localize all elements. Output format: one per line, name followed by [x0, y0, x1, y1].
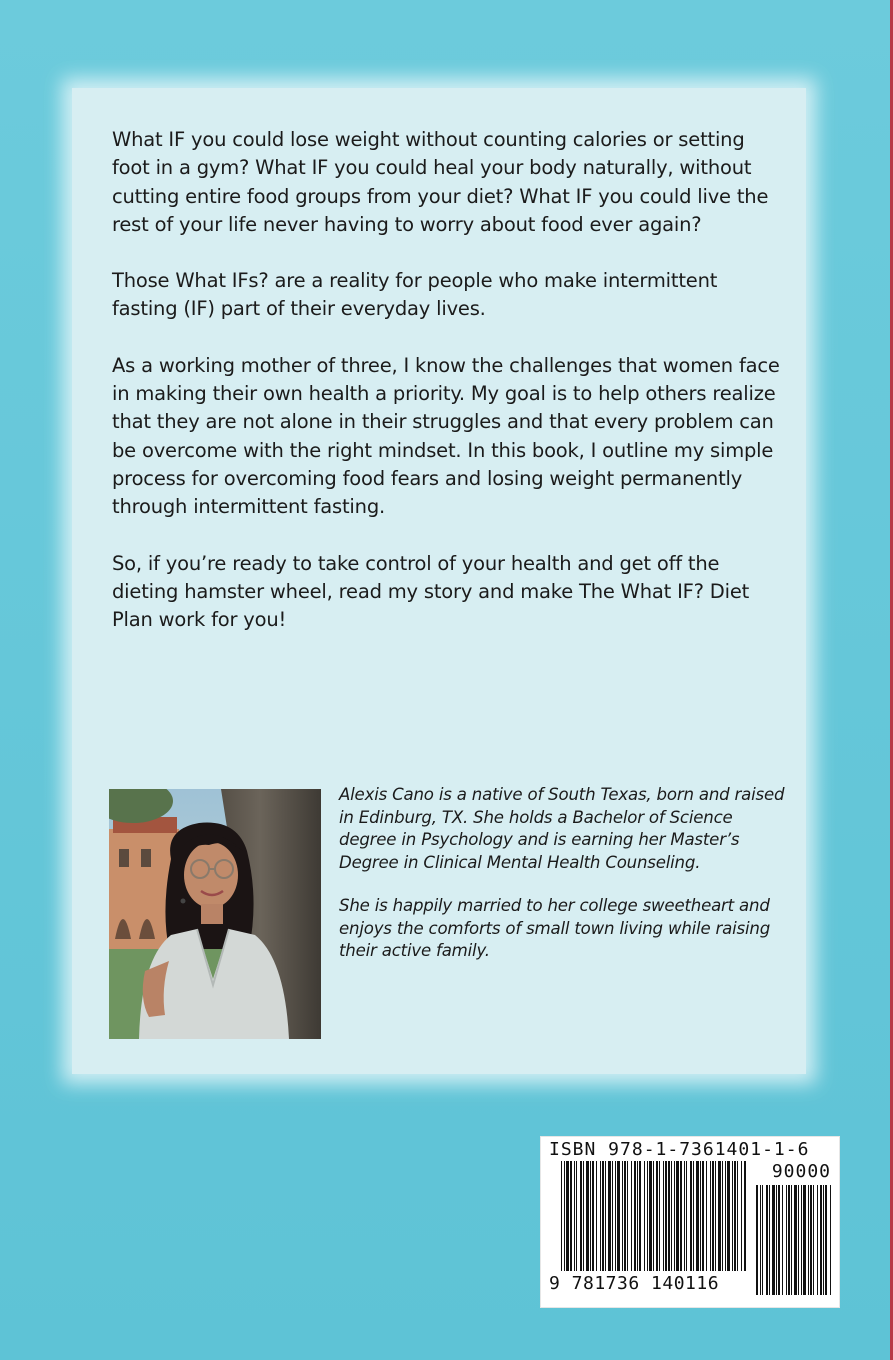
barcode-bar — [617, 1161, 620, 1271]
addon-barcode-bar — [813, 1185, 814, 1295]
blurb-paragraph-4: So, if you’re ready to take control of your health and get off the dieting hamster wheel, read my story and make The What IF? Diet Plan work for you! — [112, 551, 750, 632]
barcode-bar — [586, 1161, 589, 1271]
barcode-bar — [590, 1161, 591, 1271]
barcode-bar — [649, 1161, 652, 1271]
barcode-bar — [725, 1161, 726, 1271]
author-portrait-image — [109, 789, 321, 1039]
blurb-paragraph-3: As a working mother of three, I know the challenges that women face in making their own health a priority. My goal is to help others realize that they are not alone in their struggles and that every problem can be overcome with the right mindset. In this book, I outline my simple process for overcoming food fears and losing weight permanently through intermittent fasting. — [112, 353, 780, 519]
barcode-bar — [727, 1161, 730, 1271]
price-code: 90000 — [771, 1161, 831, 1182]
isbn-barcode — [540, 1136, 840, 1308]
barcode-bar — [608, 1161, 611, 1271]
isbn-label: ISBN 978-1-7361401-1-6 — [549, 1139, 810, 1160]
barcode-bar — [696, 1161, 699, 1271]
barcode-bar — [576, 1161, 577, 1271]
barcode-bar — [734, 1161, 736, 1271]
barcode-bar — [737, 1161, 738, 1271]
blurb-paragraph-2: Those What IFs? are a reality for people who make intermittent fasting (IF) part of their everyday lives. — [112, 269, 718, 321]
addon-barcode-bar — [776, 1185, 777, 1295]
barcode-bar — [712, 1161, 714, 1271]
barcode-bar — [686, 1161, 687, 1271]
barcode-bar — [574, 1161, 575, 1271]
barcode-bar — [741, 1161, 742, 1271]
blurb-paragraph-1: What IF you could lose weight without counting calories or setting foot in a gym? What IF you could heal your body naturally, without cutting entire food groups from your diet? What IF you could live the rest of your life never having to worry about food ever again? — [112, 128, 769, 236]
author-bio — [339, 784, 789, 984]
addon-barcode-bar — [794, 1185, 797, 1295]
addon-barcode-bar — [782, 1185, 783, 1295]
barcode-bar — [700, 1161, 701, 1271]
book-blurb — [112, 126, 780, 662]
barcode-bar — [722, 1161, 723, 1271]
barcode-bar — [671, 1161, 672, 1271]
addon-barcode-bar — [803, 1185, 806, 1295]
addon-barcode-bar — [762, 1185, 763, 1295]
bio-paragraph-2: She is happily married to her college sweetheart and enjoys the comforts of small town living while raising their active family. — [339, 896, 771, 960]
addon-barcode-bar — [778, 1185, 780, 1295]
barcode-bar — [718, 1161, 721, 1271]
barcode-bar — [732, 1161, 733, 1271]
barcode-bar — [570, 1161, 572, 1271]
barcode-bar — [615, 1161, 616, 1271]
addon-barcode-bar — [756, 1185, 758, 1295]
addon-barcode-bar — [786, 1185, 787, 1295]
barcode-bar — [706, 1161, 707, 1271]
barcode-bar — [702, 1161, 704, 1271]
barcode-bar — [693, 1161, 694, 1271]
addon-barcode-bar — [808, 1185, 809, 1295]
author-photo — [109, 789, 321, 1039]
barcode-bar — [644, 1161, 645, 1271]
barcode-bar — [715, 1161, 716, 1271]
addon-barcode-bar — [769, 1185, 770, 1295]
barcode-bar — [637, 1161, 638, 1271]
barcode-bar — [627, 1161, 628, 1271]
barcode-bar — [647, 1161, 648, 1271]
barcode-bar — [639, 1161, 641, 1271]
barcode-bar — [605, 1161, 606, 1271]
barcode-bar — [566, 1161, 569, 1271]
barcode-bar — [631, 1161, 632, 1271]
addon-barcode-bar — [810, 1185, 812, 1295]
addon-barcode-bar — [766, 1185, 768, 1295]
barcode-bar — [602, 1161, 604, 1271]
barcode-bar — [690, 1161, 692, 1271]
addon-barcode-bar — [772, 1185, 775, 1295]
bio-paragraph-1: Alexis Cano is a native of South Texas, born and raised in Edinburg, TX. She holds a Bachelor of Science degree in Psychology and is earning her Master’s Degree in Clinical Mental Health Counseling. — [339, 785, 785, 872]
barcode-bar — [564, 1161, 565, 1271]
addon-barcode-bar — [791, 1185, 792, 1295]
addon-barcode-bar — [760, 1185, 761, 1295]
addon-barcode-bar — [788, 1185, 790, 1295]
addon-barcode-bar — [798, 1185, 799, 1295]
barcode-bar — [612, 1161, 613, 1271]
barcode-bar — [656, 1161, 658, 1271]
addon-barcode-bar — [823, 1185, 824, 1295]
barcode-bar — [668, 1161, 670, 1271]
barcode-bar — [561, 1161, 562, 1271]
addon-barcode-bar — [825, 1185, 827, 1295]
barcode-bar — [583, 1161, 584, 1271]
barcode-bar — [634, 1161, 636, 1271]
barcode-bar — [674, 1161, 675, 1271]
barcode-bar — [592, 1161, 594, 1271]
barcode-bar — [684, 1161, 685, 1271]
barcode-bar — [665, 1161, 667, 1271]
addon-barcode-bar — [820, 1185, 822, 1295]
barcode-bar — [580, 1161, 582, 1271]
barcode-bar — [600, 1161, 601, 1271]
barcode-bar — [653, 1161, 654, 1271]
barcode-bar — [659, 1161, 660, 1271]
barcode-bar — [624, 1161, 626, 1271]
ean-number: 9 781736 140116 — [549, 1273, 720, 1294]
barcode-bar — [676, 1161, 679, 1271]
barcode-bar — [680, 1161, 682, 1271]
addon-barcode-bar — [830, 1185, 831, 1295]
barcode-bar — [663, 1161, 664, 1271]
barcode-bar — [622, 1161, 623, 1271]
barcode-bar — [744, 1161, 746, 1271]
barcode-bar — [710, 1161, 711, 1271]
addon-barcode-bar — [817, 1185, 818, 1295]
barcode-bar — [596, 1161, 597, 1271]
addon-barcode-bar — [801, 1185, 802, 1295]
